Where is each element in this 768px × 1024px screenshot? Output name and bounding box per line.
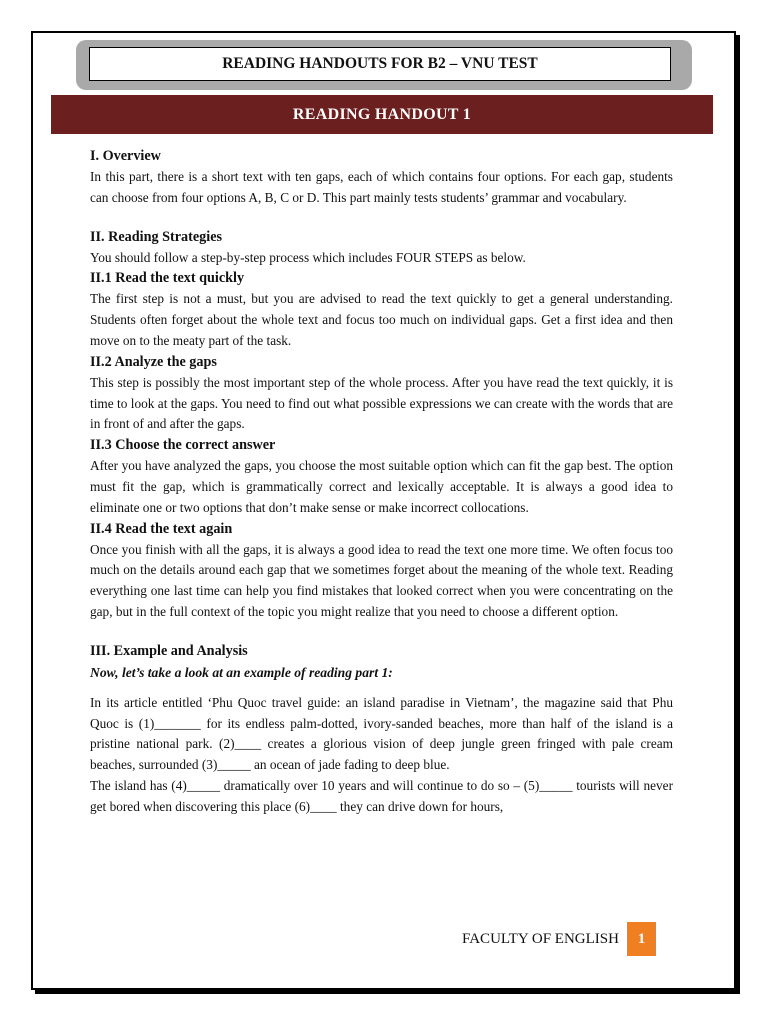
strategies-heading: II. Reading Strategies	[90, 228, 223, 245]
step3-text: After you have analyzed the gaps, you choose the most suitable option which can fit the gap best. The option must fit the gap, which is grammatically correct and lexically acceptable. It is always a good idea to eliminate one or two options that don’t make sense or make incorrect collocations.	[90, 458, 673, 515]
overview-heading: I. Overview	[90, 148, 161, 164]
page-number: 1	[627, 922, 656, 956]
page-footer	[462, 922, 656, 956]
step4-text: Once you finish with all the gaps, it is always a good idea to read the text one more time. We often focus too much on the details around each gap that we sometimes forget about the meaning of the whole text. Reading everything one last time can help you find mistakes that looked correct when you were concentrating on the gap, but in the full context of the topic you might realize that you need to choose a different option.	[90, 541, 673, 619]
example-heading: III. Example and Analysis	[90, 642, 248, 659]
example-intro: Now, let’s take a look at an example of reading part 1:	[90, 664, 393, 680]
handout-title-bar: READING HANDOUT 1	[51, 95, 713, 134]
faculty-label: FACULTY OF ENGLISH	[462, 930, 619, 947]
document-title: READING HANDOUTS FOR B2 – VNU TEST	[89, 47, 671, 81]
step2-text: This step is possibly the most important step of the whole process. After you have read the text quickly, it is time to look at the gaps. You need to find out what possible expressions we can create with the words that are in front of and after the gaps.	[90, 374, 673, 432]
strategies-text: You should follow a step-by-step process which includes FOUR STEPS as below.	[90, 249, 526, 265]
step1-text: The first step is not a must, but you are advised to read the text quickly to get a general understanding. Students often forget about the whole text and focus too much on individual gaps. Get a first idea and then move on to the meaty part of the task.	[90, 291, 673, 348]
step1-heading: II.1 Read the text quickly	[90, 270, 245, 287]
step4-heading: II.4 Read the text again	[90, 520, 233, 537]
overview-text: In this part, there is a short text with ten gaps, each of which contains four options. For each gap, students can choose from four options A, B, C or D. This part mainly tests students’ grammar and vocabulary.	[90, 169, 673, 205]
example-paragraph-1: In its article entitled ‘Phu Quoc travel guide: an island paradise in Vietnam’, the magazine said that Phu Quoc is (1)_______ for its endless palm-dotted, ivory-sanded beaches, more than half of the island is a pristine national park. (2)____ creates a glorious vision of deep jungle green fringed with pale cream beaches, surrounded (3)_____ an ocean of jade fading to deep blue.	[90, 694, 673, 773]
step3-heading: II.3 Choose the correct answer	[90, 437, 276, 454]
example-paragraph-2: The island has (4)_____ dramatically over 10 years and will continue to do so – (5)_____ tourists will never get bored when discovering this place (6)____ they can drive down for hours,	[90, 777, 673, 814]
document-body	[90, 146, 673, 818]
step2-heading: II.2 Analyze the gaps	[90, 353, 217, 370]
